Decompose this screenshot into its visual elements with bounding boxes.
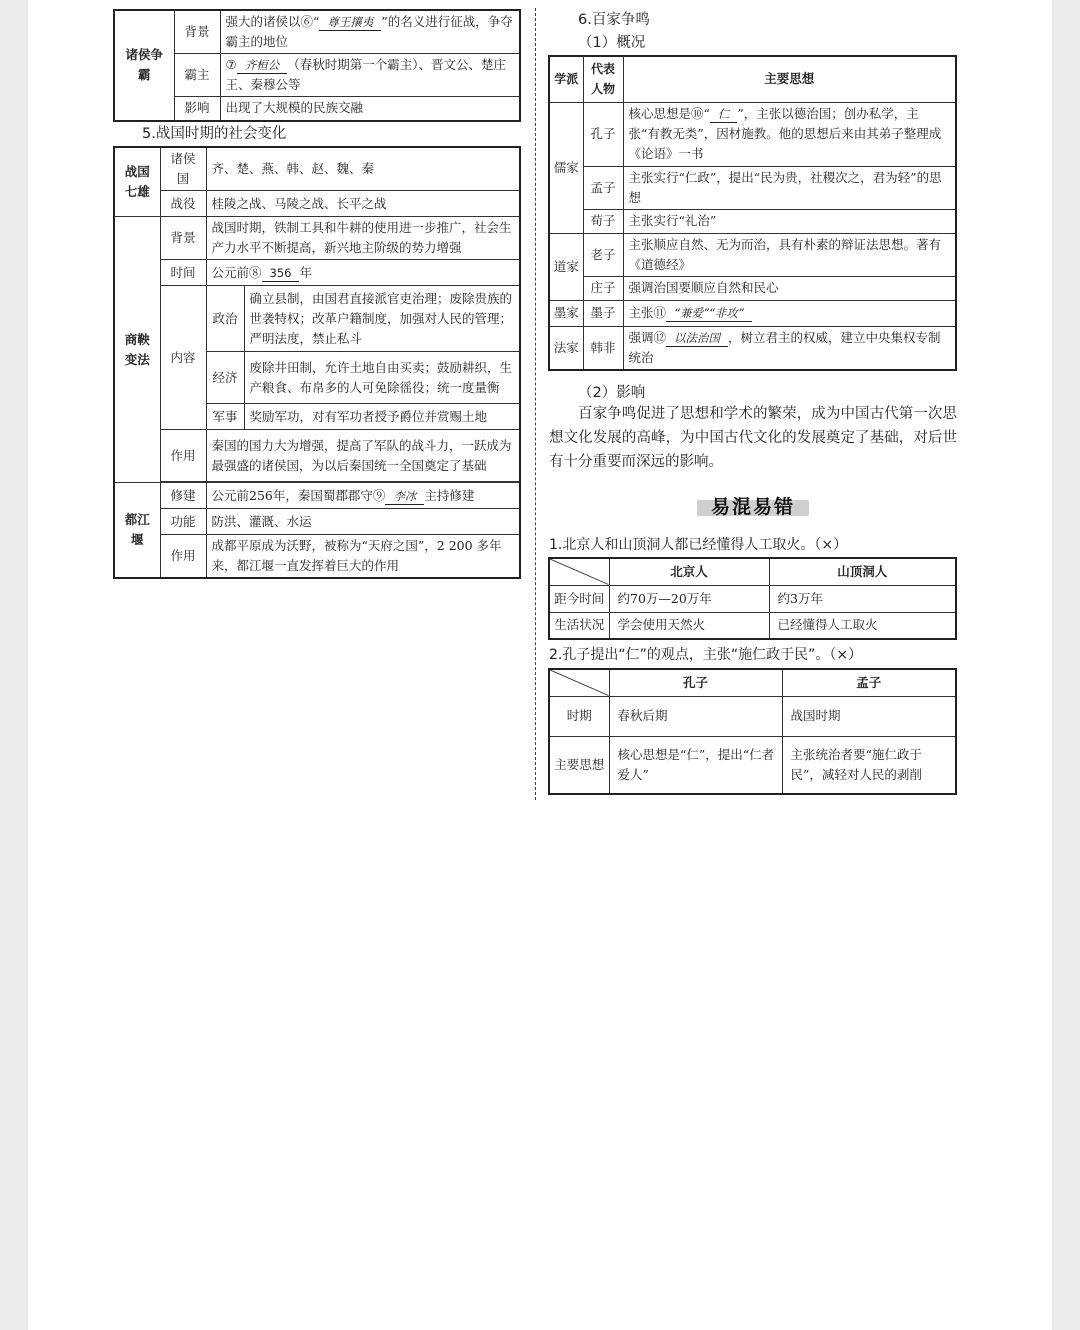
header-school: 学派: [549, 56, 583, 102]
answer-7: 齐桓公: [237, 58, 288, 74]
function-label: 功能: [160, 509, 206, 535]
q2-col-mengzi: 孟子: [782, 669, 956, 696]
thought-mozi: 主张⑪ “兼爱”“非攻”: [623, 300, 956, 326]
q1-row-time-c2: 约3万年: [769, 585, 956, 612]
rep-hanfei: 韩非: [583, 326, 623, 370]
q1-row-time-c1: 约70万—20万年: [609, 585, 769, 612]
dj-effect-text: 成都平原成为沃野，被称为“天府之国”，2 200 多年来，都江堰一直发挥着巨大的作用: [206, 535, 520, 579]
subheading-impact: （2）影响: [578, 385, 646, 401]
politics-label: 政治: [206, 286, 244, 352]
economy-label: 经济: [206, 352, 244, 404]
military-text: 奖励军功，对有军功者授予爵位并赏赐土地: [244, 404, 520, 430]
function-text: 防洪、灌溉、水运: [206, 509, 520, 535]
q1-row-life-c2: 已经懂得人工取火: [769, 612, 956, 639]
hegemony-overlord-cell: ⑦ 齐桓公 （春秋时期第一个霸主）、晋文公、楚庄王、秦穆公等: [220, 54, 520, 97]
question-1: 1.北京人和山顶洞人都已经懂得人工取火。（×）: [549, 537, 848, 553]
header-representative: 代表人物: [583, 56, 623, 102]
answer-12: 以法治国: [666, 331, 728, 347]
easy-mistakes-banner: [697, 492, 809, 522]
reform-background-text: 战国时期，铁制工具和牛耕的使用进一步推广，社会生产力水平不断提高，新兴地主阶级的势力增强: [206, 217, 520, 260]
reform-time-cell: 公元前⑧ 356 年: [206, 260, 520, 286]
q1-corner-cell: [549, 558, 609, 585]
hegemony-impact-text: 出现了大规模的民族交融: [220, 97, 520, 121]
school-legalist: 法家: [549, 326, 583, 370]
thought-laozi: 主张顺应自然、无为而治，具有朴素的辩证法思想。著有《道德经》: [623, 233, 956, 276]
q1-table: [548, 557, 957, 640]
rep-laozi: 老子: [583, 233, 623, 276]
q2-col-kongzi: 孔子: [609, 669, 782, 696]
thought-zhuangzi: 强调治国要顺应自然和民心: [623, 276, 956, 300]
q2-row-thought-label: 主要思想: [549, 736, 609, 794]
reform-content-label: 内容: [160, 286, 206, 430]
q2-table: [548, 668, 957, 795]
q1-row-time-label: 距今时间: [549, 585, 609, 612]
school-mohist: 墨家: [549, 300, 583, 326]
hegemony-table: [113, 9, 521, 122]
q2-corner-cell: [549, 669, 609, 696]
heading-6: 6.百家争鸣: [578, 12, 650, 28]
build-cell: 公元前256年，秦国蜀郡郡守⑨ 李冰 主持修建: [206, 483, 520, 509]
politics-text: 确立县制，由国君直接派官吏治理；废除贵族的世袭特权；改革户籍制度，加强对人民的管理；严明法度，禁止私斗: [244, 286, 520, 352]
economy-text: 废除井田制，允许土地自由买卖；鼓励耕织，生产粮食、布帛多的人可免除徭役；统一度量衡: [244, 352, 520, 404]
reform-effect-text: 秦国的国力大为增强，提高了军队的战斗力，一跃成为最强盛的诸侯国，为以后秦国统一全国奠定了基础: [206, 430, 520, 482]
schools-table: [548, 55, 957, 371]
answer-9: 李冰: [385, 489, 424, 505]
hegemony-background-label: 背景: [174, 10, 220, 54]
answer-10: 仁: [710, 107, 738, 123]
rep-xunzi: 荀子: [583, 209, 623, 233]
answer-8: 356: [262, 266, 300, 282]
hegemony-background-cell: 强大的诸侯以⑥“ 尊王攘夷 ”的名义进行征战，争夺霸主的地位: [220, 10, 520, 54]
rep-mozi: 墨子: [583, 300, 623, 326]
answer-11: “兼爱”“非攻”: [666, 306, 752, 322]
subheading-overview: （1）概况: [578, 35, 646, 51]
reform-background-label: 背景: [160, 217, 206, 260]
q2-row-period-c2: 战国时期: [782, 696, 956, 736]
military-label: 军事: [206, 404, 244, 430]
column-divider: [535, 8, 536, 800]
reform-label: 商鞅变法: [114, 217, 160, 483]
q1-col-upper-cave: 山顶洞人: [769, 558, 956, 585]
reform-time-label: 时间: [160, 260, 206, 286]
answer-6: 尊王攘夷: [319, 15, 381, 31]
hegemony-section-label: 诸侯争霸: [114, 10, 174, 121]
thought-hanfei: 强调⑫ 以法治国 ，树立君主的权威，建立中央集权专制统治: [623, 326, 956, 370]
thought-kongzi: 核心思想是⑩“ 仁 ”，主张以德治国；创办私学，主张“有教无类”，因材施教。他的思想后来由其弟子整理成《论语》一书: [623, 102, 956, 166]
thought-xunzi: 主张实行“礼治”: [623, 209, 956, 233]
battles-label: 战役: [160, 191, 206, 217]
q2-row-thought-c2: 主张统治者要“施仁政于民”，减轻对人民的剥削: [782, 736, 956, 794]
q1-col-peking: 北京人: [609, 558, 769, 585]
build-label: 修建: [160, 483, 206, 509]
banner-text: 易混易错: [710, 496, 795, 518]
rep-kongzi: 孔子: [583, 102, 623, 166]
school-daoist: 道家: [549, 233, 583, 300]
rep-mengzi: 孟子: [583, 166, 623, 209]
dujiangyan-label: 都江堰: [114, 483, 160, 579]
q1-row-life-c1: 学会使用天然火: [609, 612, 769, 639]
dj-effect-label: 作用: [160, 535, 206, 579]
thought-mengzi: 主张实行“仁政”，提出“民为贵，社稷次之，君为轻”的思想: [623, 166, 956, 209]
warring-states-table: [113, 146, 521, 579]
heading-5: 5.战国时期的社会变化: [142, 126, 287, 142]
question-2: 2.孔子提出“仁”的观点，主张“施仁政于民”。（×）: [549, 647, 863, 663]
reform-effect-label: 作用: [160, 430, 206, 482]
school-confucian: 儒家: [549, 102, 583, 233]
hegemony-impact-label: 影响: [174, 97, 220, 121]
q1-row-life-label: 生活状况: [549, 612, 609, 639]
seven-states-label: 战国七雄: [114, 147, 160, 217]
q2-row-thought-c1: 核心思想是“仁”，提出“仁者爱人”: [609, 736, 782, 794]
states-label: 诸侯国: [160, 147, 206, 191]
impact-paragraph: 百家争鸣促进了思想和学术的繁荣，成为中国古代第一次思想文化发展的高峰，为中国古代文化的发展奠定了基础，对后世有十分重要而深远的影响。: [549, 406, 957, 470]
hegemony-overlord-label: 霸主: [174, 54, 220, 97]
header-thought: 主要思想: [623, 56, 956, 102]
q2-row-period-label: 时期: [549, 696, 609, 736]
q2-row-period-c1: 春秋后期: [609, 696, 782, 736]
rep-zhuangzi: 庄子: [583, 276, 623, 300]
battles-text: 桂陵之战、马陵之战、长平之战: [206, 191, 520, 217]
states-text: 齐、楚、燕、韩、赵、魏、秦: [206, 147, 520, 191]
